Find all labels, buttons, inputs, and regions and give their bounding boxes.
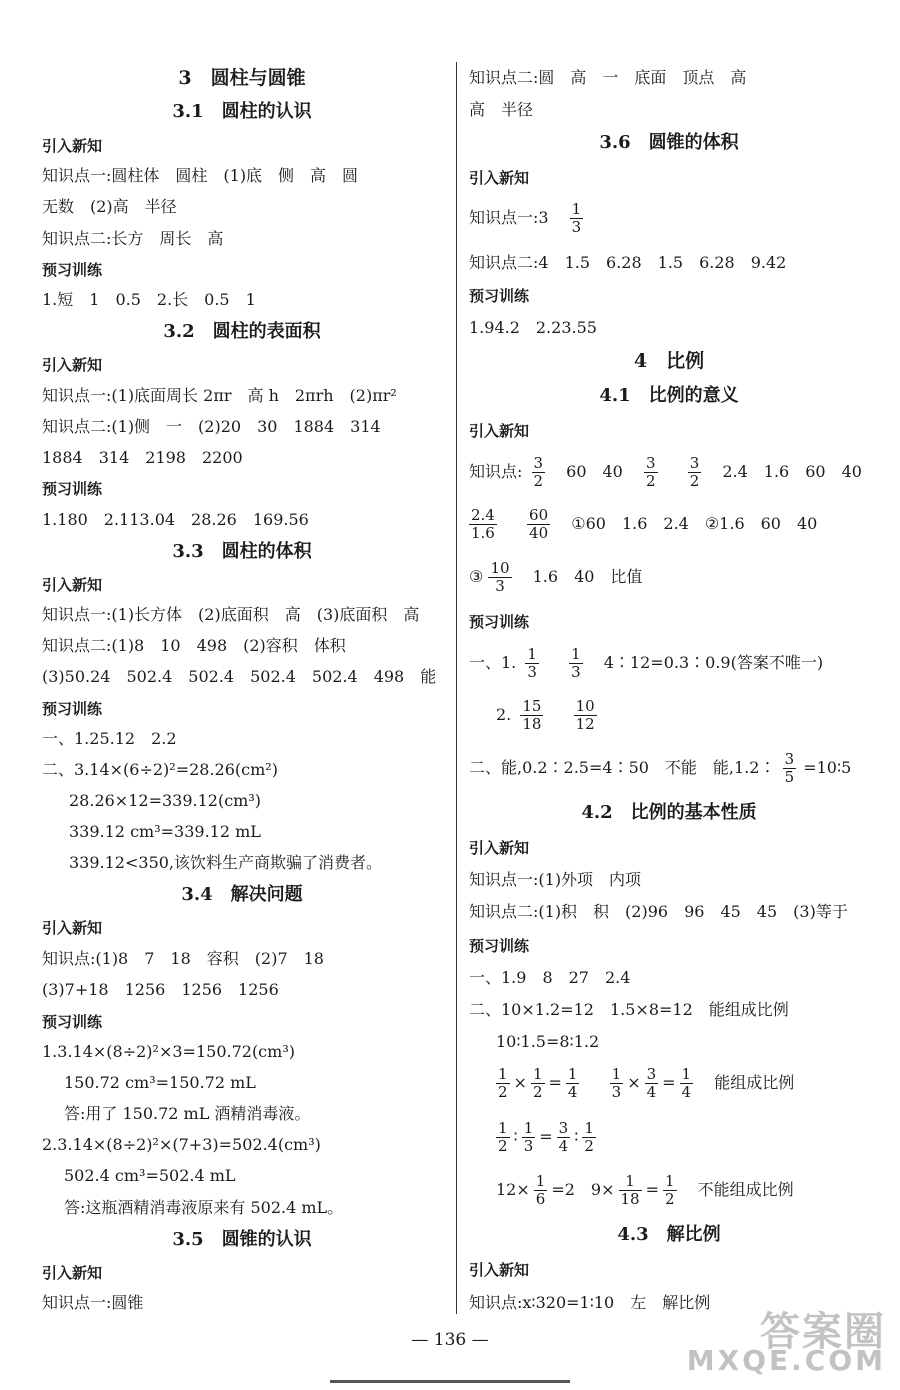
text-line: $\frac{1}{2}$ ∶ $\frac{1}{3}$ = $\frac{3}{4}$ ∶ $\frac{1}{2}$ [498, 1119, 594, 1155]
fraction: $\frac{1}{3}$ [571, 200, 582, 236]
text-line: 知识点二:圆 高 一 底面 顶点 高 [469, 68, 747, 87]
fraction: $\frac{1}{18}$ [620, 1172, 640, 1208]
practice-heading: 预习训练 [42, 480, 103, 498]
text-line: 知识点一:圆柱体 圆柱 (1)底 侧 高 圆 [42, 166, 359, 185]
intro-heading: 引入新知 [469, 422, 530, 440]
text-line: 一、1.25.12 2.2 [42, 729, 177, 748]
fraction: $\frac{1}{4}$ [681, 1065, 692, 1101]
text-line: 知识点二:长方 周长 高 [42, 229, 224, 248]
intro-heading: 引入新知 [469, 169, 530, 187]
text-line: 知识点二:(1)积 积 (2)96 96 45 45 (3)等于 [469, 902, 848, 921]
page-number: — 136 — [411, 1330, 489, 1350]
fraction: $\frac{1}{4}$ [567, 1065, 578, 1101]
text-line: (3)7+18 1256 1256 1256 [42, 980, 279, 999]
text-line: 无数 (2)高 半径 [42, 197, 177, 216]
text-line: 10∶1.5=8∶1.2 [496, 1032, 600, 1051]
text-line: $\frac{1}{2}$ × $\frac{1}{2}$ = $\frac{1}{4}$ $\frac{1}{3}$ × $\frac{3}{4}$ = $\frac{1}{4}$ 能组成比例 [498, 1065, 795, 1101]
practice-heading: 预习训练 [469, 937, 530, 955]
text-line: 一、1.9 8 27 2.4 [469, 968, 631, 987]
section-3-6-title: 3.6 圆锥的体积 [599, 132, 739, 153]
fraction: $\frac{1}{2}$ [498, 1119, 508, 1155]
text-line: 339.12<350,该饮料生产商欺骗了消费者。 [69, 853, 383, 872]
text-line: 知识点:(1)8 7 18 容积 (2)7 18 [42, 949, 324, 968]
fraction: $\frac{1}{2}$ [584, 1119, 594, 1155]
text-line: 高 半径 [469, 100, 534, 119]
section-3-1-title: 3.1 圆柱的认识 [172, 101, 312, 122]
intro-heading: 引入新知 [469, 1261, 530, 1279]
fraction: $\frac{1}{2}$ [665, 1172, 675, 1208]
text-line: 1.3.14×(8÷2)²×3=150.72(cm³) [42, 1042, 295, 1061]
text-line: 知识点一:(1)长方体 (2)底面积 高 (3)底面积 高 [42, 605, 420, 624]
fraction: $\frac{10}{3}$ [490, 559, 510, 595]
practice-heading: 预习训练 [469, 287, 530, 305]
intro-heading: 引入新知 [42, 356, 103, 374]
section-4-3-title: 4.3 解比例 [617, 1224, 721, 1245]
text-line: 2.3.14×(8÷2)²×(7+3)=502.4(cm³) [42, 1135, 321, 1154]
text-line: 2. $\frac{15}{18}$ $\frac{10}{12}$ [496, 697, 595, 733]
practice-heading: 预习训练 [469, 613, 530, 631]
fraction: $\frac{3}{2}$ [645, 454, 656, 490]
text-line: 502.4 cm³=502.4 mL [64, 1166, 236, 1185]
column-divider [456, 62, 457, 1314]
text-line: 知识点二:(1)侧 一 (2)20 30 1884 314 [42, 417, 381, 436]
fraction: $\frac{1}{2}$ [498, 1065, 508, 1101]
section-4-1-title: 4.1 比例的意义 [599, 385, 739, 406]
text-line: 12× $\frac{1}{6}$ =2 9× $\frac{1}{18}$ = $\frac{1}{2}$ 不能组成比例 [496, 1172, 794, 1208]
text-line: 1884 314 2198 2200 [42, 448, 243, 467]
fraction: $\frac{1}{3}$ [527, 645, 537, 681]
text-line: 1.94.2 2.23.55 [469, 318, 597, 337]
practice-heading: 预习训练 [42, 1013, 103, 1031]
fraction: $\frac{1}{3}$ [611, 1065, 622, 1101]
section-3-4-title: 3.4 解决问题 [181, 884, 303, 905]
text-line: 知识点: $\frac{3}{2}$ 60 40 $\frac{3}{2}$ $\frac{3}{2}$ 2.4 1.6 60 40 [469, 454, 862, 490]
text-line: 答:用了 150.72 mL 酒精消毒液。 [64, 1104, 311, 1123]
text-line: 知识点二:(1)8 10 498 (2)容积 体积 [42, 636, 346, 655]
section-3-2-title: 3.2 圆柱的表面积 [163, 321, 321, 342]
fraction: $\frac{3}{4}$ [646, 1065, 657, 1101]
practice-heading: 预习训练 [42, 700, 103, 718]
intro-heading: 引入新知 [42, 1264, 103, 1282]
text-line: 知识点一:3 $\frac{1}{3}$ [469, 200, 582, 236]
fraction: $\frac{10}{12}$ [575, 697, 595, 733]
text-line: (3)50.24 502.4 502.4 502.4 502.4 498 能 [42, 667, 437, 686]
section-3-3-title: 3.3 圆柱的体积 [172, 541, 312, 562]
intro-heading: 引入新知 [469, 839, 530, 857]
fraction: $\frac{2.4}{1.6}$ [471, 506, 495, 542]
intro-heading: 引入新知 [42, 137, 103, 155]
fraction: $\frac{15}{18}$ [522, 697, 542, 733]
text-line: 二、能,0.2∶2.5=4∶50 不能 能,1.2∶ $\frac{3}{5}$ =10∶5 [469, 750, 852, 786]
watermark-logo: 答案圈 MXQE.COM [686, 1309, 886, 1377]
intro-heading: 引入新知 [42, 576, 103, 594]
text-line: 28.26×12=339.12(cm³) [69, 791, 261, 810]
text-line: $\frac{2.4}{1.6}$ $\frac{60}{40}$ ①60 1.6 2.4 ②1.6 60 40 [471, 506, 818, 542]
text-line: 知识点一:圆锥 [42, 1293, 144, 1312]
fraction: $\frac{1}{6}$ [535, 1172, 546, 1208]
bottom-rule [330, 1380, 570, 1383]
fraction: $\frac{3}{2}$ [533, 454, 544, 490]
fraction: $\frac{1}{2}$ [532, 1065, 543, 1101]
intro-heading: 引入新知 [42, 919, 103, 937]
text-line: 知识点一:(1)外项 内项 [469, 870, 642, 889]
chapter-3-title: 3 圆柱与圆锥 [178, 67, 306, 89]
text-line: 1.短 1 0.5 2.长 0.5 1 [42, 290, 256, 309]
practice-heading: 预习训练 [42, 261, 103, 279]
text-line: 150.72 cm³=150.72 mL [64, 1073, 256, 1092]
fraction: $\frac{3}{5}$ [784, 750, 795, 786]
chapter-4-title: 4 比例 [633, 350, 705, 372]
text-line: 知识点:x∶320=1∶10 左 解比例 [469, 1293, 711, 1312]
text-line: 1.180 2.113.04 28.26 169.56 [42, 510, 309, 529]
text-line: 二、10×1.2=12 1.5×8=12 能组成比例 [469, 1000, 789, 1019]
text-line: 答:这瓶酒精消毒液原来有 502.4 mL。 [64, 1198, 344, 1217]
text-line: 知识点二:4 1.5 6.28 1.5 6.28 9.42 [469, 253, 787, 272]
section-3-5-title: 3.5 圆锥的认识 [172, 1229, 312, 1250]
fraction: $\frac{1}{3}$ [571, 645, 581, 681]
fraction: $\frac{3}{2}$ [689, 454, 700, 490]
fraction: $\frac{60}{40}$ [529, 506, 549, 542]
text-line: ③ $\frac{10}{3}$ 1.6 40 比值 [469, 559, 643, 595]
fraction: $\frac{3}{4}$ [558, 1119, 569, 1155]
text-line: 339.12 cm³=339.12 mL [69, 822, 261, 841]
section-4-2-title: 4.2 比例的基本性质 [581, 802, 757, 823]
text-line: 一、1. $\frac{1}{3}$ $\frac{1}{3}$ 4∶12=0.3∶0.9(答案不唯一) [469, 645, 824, 681]
fraction: $\frac{1}{3}$ [523, 1119, 534, 1155]
text-line: 二、3.14×(6÷2)²=28.26(cm²) [42, 760, 278, 779]
text-line: 知识点一:(1)底面周长 2πr 高 h 2πrh (2)πr² [42, 386, 397, 405]
